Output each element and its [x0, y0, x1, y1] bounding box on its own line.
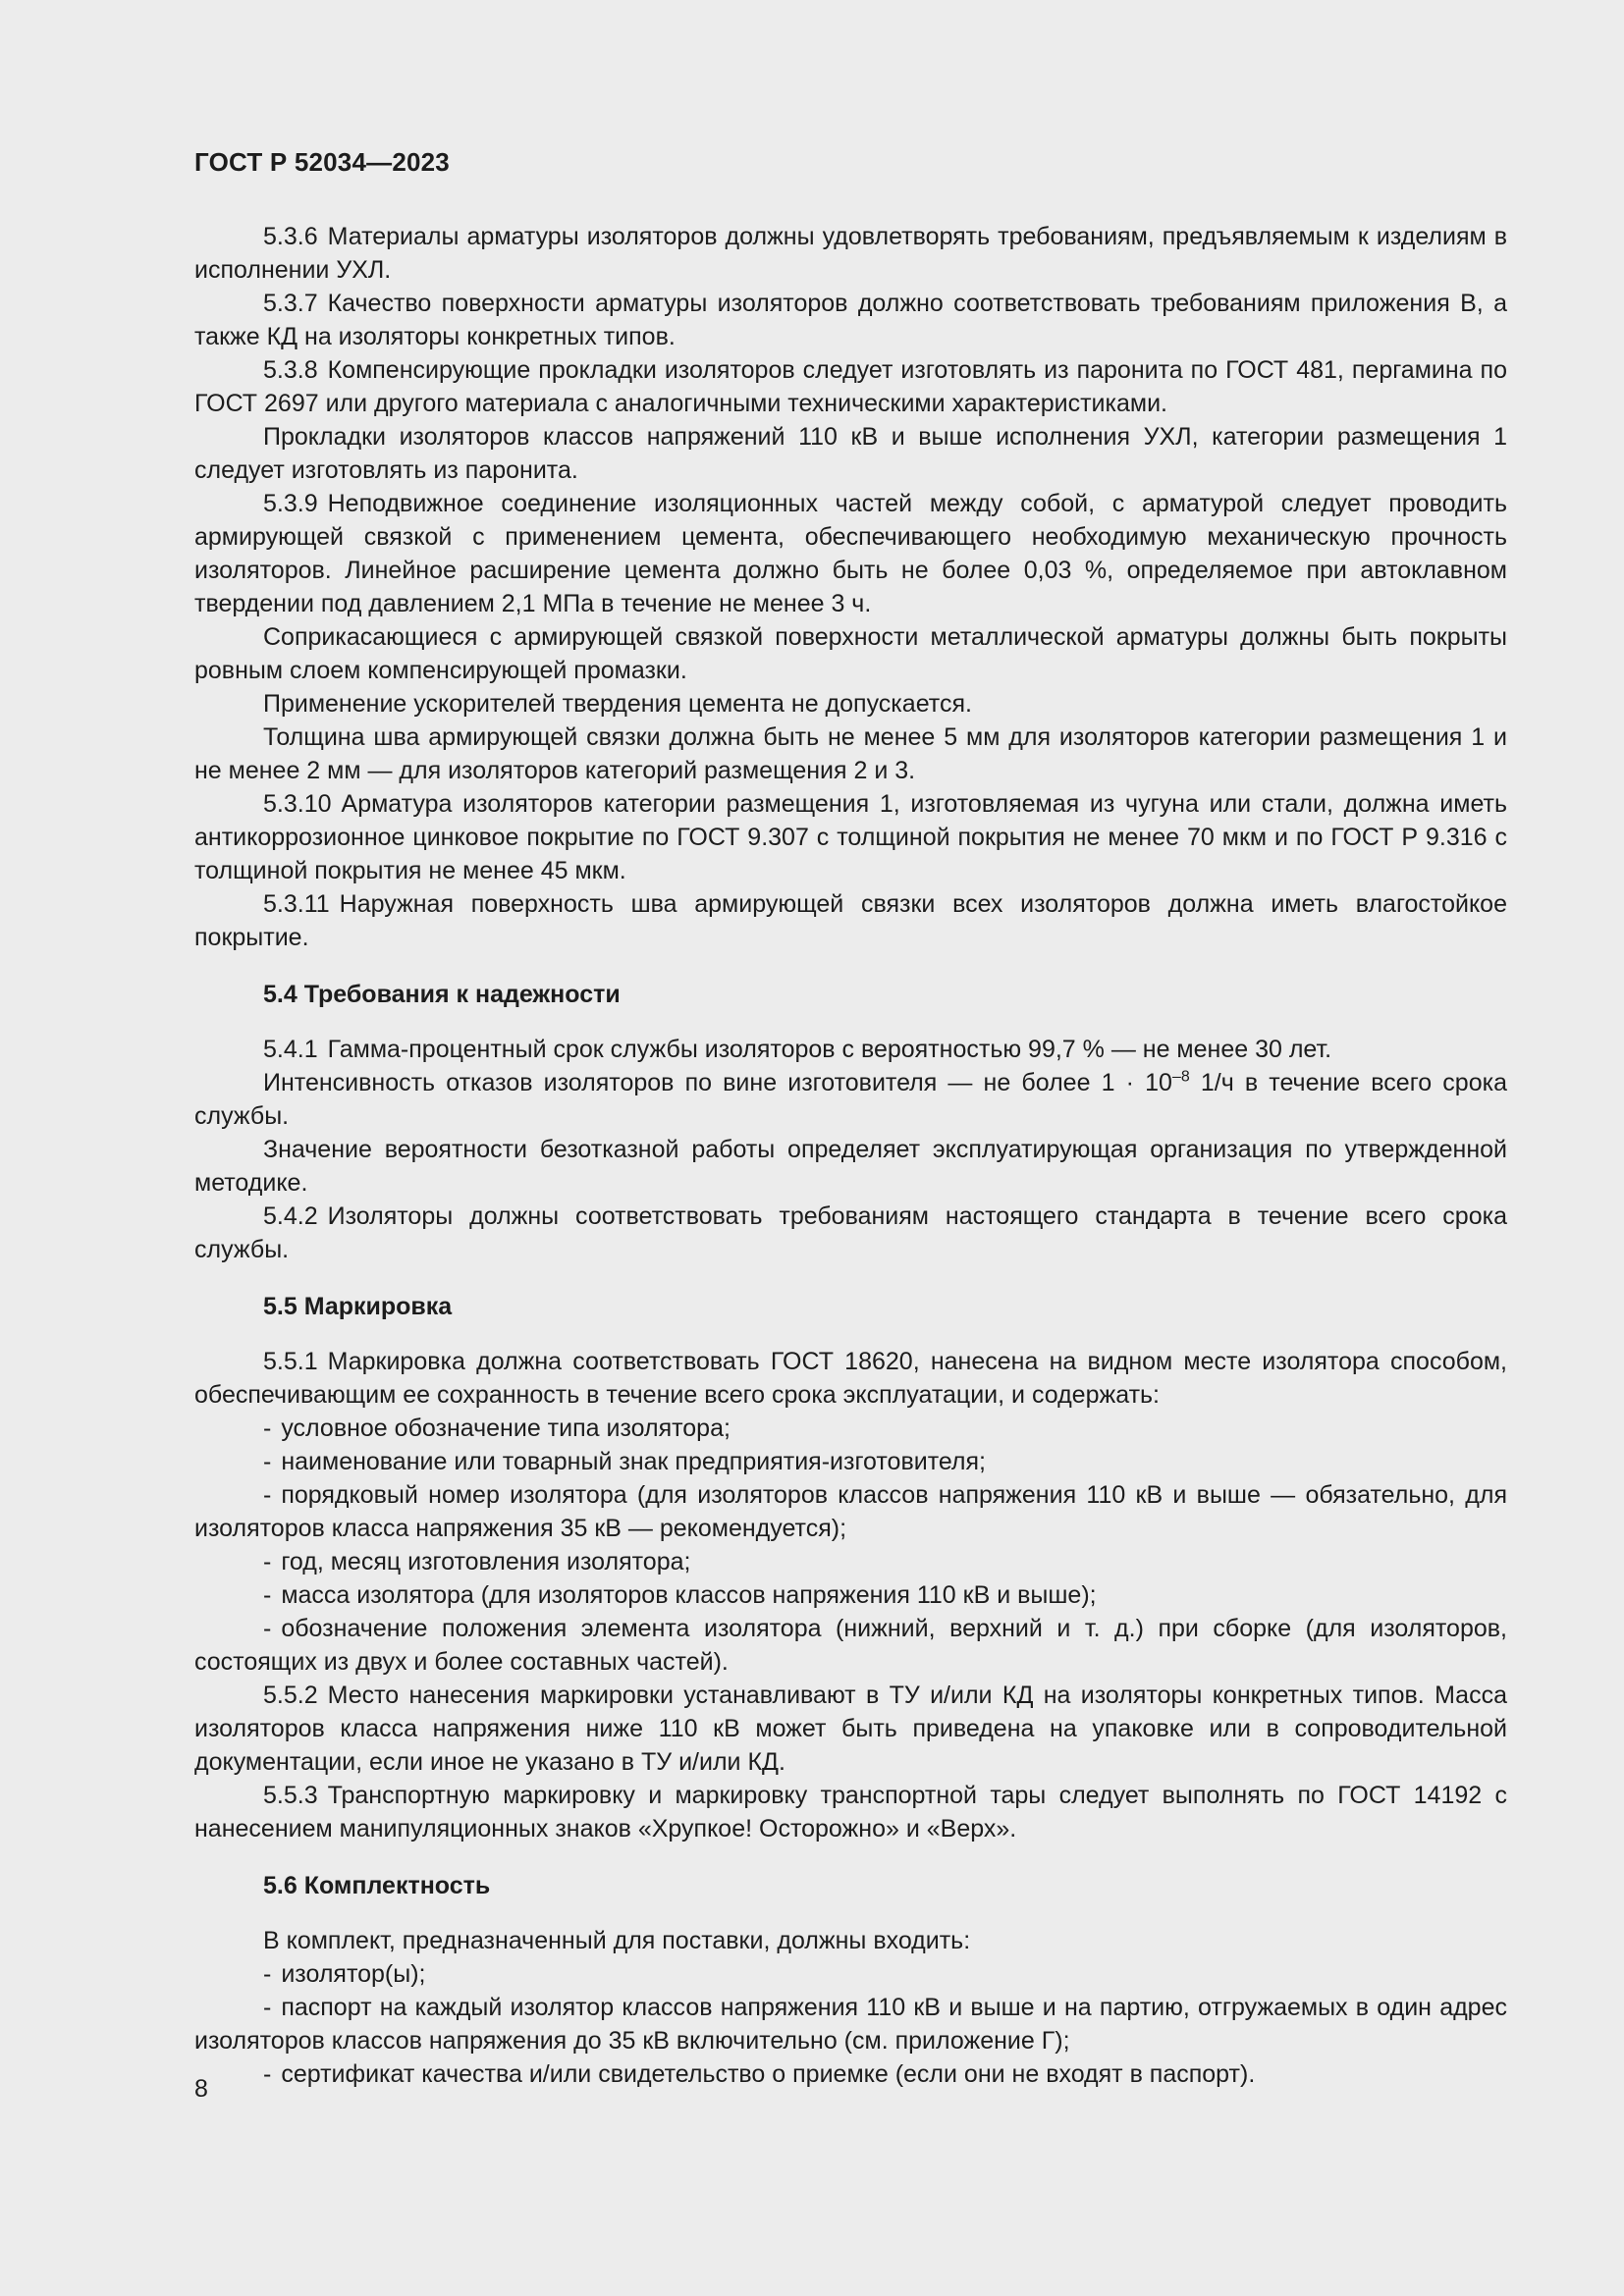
paragraph-5-3-9-accelerators: Применение ускорителей твердения цемента не допускается.	[263, 690, 972, 718]
clause-number: 5.3.7	[263, 290, 318, 317]
paragraph-5-4-1-probability: Значение вероятности безотказной работы определяет эксплуатирующая организация по утвержденной методике.	[194, 1136, 1507, 1197]
list-item	[194, 1412, 1507, 1445]
clause-number: 5.5.3	[263, 1782, 318, 1809]
list-item	[194, 2057, 1507, 2091]
list-item-text: изолятор(ы);	[281, 1960, 426, 1988]
section-title-5-4: 5.4 Требования к надежности	[263, 981, 621, 1008]
list-dash: -	[263, 1448, 272, 1475]
clause-text: Изоляторы должны соответствовать требованиям настоящего стандарта в течение всего срока службы.	[194, 1202, 1507, 1263]
paragraph-5-4-1-failure-rate	[194, 1066, 1507, 1133]
document-code-header: ГОСТ Р 52034—2023	[194, 147, 450, 177]
document-body	[194, 220, 1507, 2091]
exponent: –8	[1171, 1068, 1190, 1086]
clause-text: Материалы арматуры изоляторов должны удовлетворять требованиям, предъявляемым к изделиям в исполнении УХЛ.	[194, 223, 1507, 284]
section-title-5-6: 5.6 Комплектность	[263, 1872, 491, 1899]
list-item-text: год, месяц изготовления изолятора;	[281, 1548, 691, 1575]
paragraph-5-5-1	[194, 1345, 1507, 1412]
list-item	[194, 1957, 1507, 1991]
paragraph-5-3-10	[194, 787, 1507, 887]
clause-number: 5.3.11	[263, 890, 330, 918]
paragraph-5-3-8-gaskets: Прокладки изоляторов классов напряжений 110 кВ и выше исполнения УХЛ, категории размещения 1 следует изготовлять из паронита.	[194, 423, 1507, 484]
list-item	[194, 1545, 1507, 1578]
list-dash: -	[263, 1960, 272, 1988]
clause-text: Неподвижное соединение изоляционных частей между собой, с арматурой следует проводить армирующей связкой с применением цемента, обеспечивающего необходимую механическую прочность изоляторов. Линейное расширение цемента должно быть не более 0,03 %, определяемое при автоклавном твердении под давлением 2,1 МПа в течение не менее 3 ч.	[194, 490, 1507, 617]
paragraph-5-4-1	[194, 1033, 1507, 1066]
paragraph-5-3-11	[194, 887, 1507, 954]
list-item	[194, 1445, 1507, 1478]
clause-text: Гамма-процентный срок службы изоляторов с вероятностью 99,7 % — не менее 30 лет.	[327, 1036, 1332, 1063]
paragraph-5-3-8	[194, 353, 1507, 420]
list-item	[194, 1991, 1507, 2057]
failure-rate-unit-text: 1/ч в течение всего срока службы.	[194, 1069, 1508, 1130]
clause-text: Место нанесения маркировки устанавливают в ТУ и/или КД на изоляторы конкретных типов. Масса изоляторов класса напряжения ниже 110 кВ может быть приведена на упаковке или в сопроводительной документации, если иное не указано в ТУ и/или КД.	[194, 1682, 1507, 1776]
list-item-text: сертификат качества и/или свидетельство о приемке (если они не входят в паспорт).	[281, 2060, 1256, 2088]
page-number: 8	[194, 2075, 208, 2103]
clause-number: 5.4.1	[263, 1036, 318, 1063]
list-item-text: наименование или товарный знак предприятия-изготовителя;	[281, 1448, 987, 1475]
clause-number: 5.3.6	[263, 223, 318, 250]
list-item	[194, 1578, 1507, 1612]
paragraph-5-3-9-coating: Соприкасающиеся с армирующей связкой поверхности металлической арматуры должны быть покрыты ровным слоем компенсирующей промазки.	[194, 623, 1507, 684]
paragraph-5-3-6	[194, 220, 1507, 287]
list-dash: -	[263, 1581, 272, 1609]
list-dash: -	[263, 1615, 272, 1642]
paragraph-5-5-3	[194, 1779, 1507, 1845]
failure-rate-text: Интенсивность отказов изоляторов по вине изготовителя — не более 1 · 10	[263, 1069, 1172, 1096]
list-item-text: масса изолятора (для изоляторов классов напряжения 110 кВ и выше);	[281, 1581, 1097, 1609]
clause-number: 5.3.8	[263, 356, 318, 384]
clause-number: 5.5.2	[263, 1682, 318, 1709]
clause-text: Маркировка должна соответствовать ГОСТ 18620, нанесена на видном месте изолятора способом, обеспечивающим ее сохранность в течение всего срока эксплуатации, и содержать:	[194, 1348, 1507, 1409]
clause-text: Компенсирующие прокладки изоляторов следует изготовлять из паронита по ГОСТ 481, пергамина по ГОСТ 2697 или другого материала с аналогичными техническими характеристиками.	[194, 356, 1507, 417]
list-dash: -	[263, 1415, 272, 1442]
list-item-text: паспорт на каждый изолятор классов напряжения 110 кВ и выше и на партию, отгружаемых в один адрес изоляторов классов напряжения до 35 кВ включительно (см. приложение Г);	[194, 1994, 1507, 2055]
clause-text: Наружная поверхность шва армирующей связки всех изоляторов должна иметь влагостойкое покрытие.	[194, 890, 1507, 951]
paragraph-5-6-intro: В комплект, предназначенный для поставки, должны входить:	[263, 1927, 971, 1954]
list-item-text: условное обозначение типа изолятора;	[281, 1415, 731, 1442]
list-dash: -	[263, 2060, 272, 2088]
list-dash: -	[263, 1994, 272, 2021]
list-item	[194, 1478, 1507, 1545]
paragraph-5-3-7	[194, 287, 1507, 353]
paragraph-5-3-9	[194, 487, 1507, 620]
paragraph-5-5-2	[194, 1679, 1507, 1779]
list-dash: -	[263, 1548, 272, 1575]
list-dash: -	[263, 1481, 272, 1509]
clause-number: 5.4.2	[263, 1202, 318, 1230]
list-item	[194, 1612, 1507, 1679]
clause-text: Арматура изоляторов категории размещения 1, изготовляемая из чугуна или стали, должна иметь антикоррозионное цинковое покрытие по ГОСТ 9.307 с толщиной покрытия не менее 70 мкм и по ГОСТ Р 9.316 с толщиной покрытия не менее 45 мкм.	[194, 790, 1507, 884]
section-title-5-5: 5.5 Маркировка	[263, 1293, 453, 1320]
clause-text: Транспортную маркировку и маркировку транспортной тары следует выполнять по ГОСТ 14192 с нанесением манипуляционных знаков «Хрупкое! Осторожно» и «Верх».	[194, 1782, 1507, 1842]
clause-text: Качество поверхности арматуры изоляторов должно соответствовать требованиям приложения В, а также КД на изоляторы конкретных типов.	[194, 290, 1507, 350]
clause-number: 5.5.1	[263, 1348, 318, 1375]
list-item-text: обозначение положения элемента изолятора (нижний, верхний и т. д.) при сборке (для изоляторов, состоящих из двух и более составных частей).	[194, 1615, 1507, 1676]
paragraph-5-3-9-thickness: Толщина шва армирующей связки должна быть не менее 5 мм для изоляторов категории размещения 1 и не менее 2 мм — для изоляторов категорий размещения 2 и 3.	[194, 723, 1507, 784]
clause-number: 5.3.10	[263, 790, 332, 818]
clause-number: 5.3.9	[263, 490, 318, 517]
paragraph-5-4-2	[194, 1200, 1507, 1266]
list-item-text: порядковый номер изолятора (для изоляторов классов напряжения 110 кВ и выше — обязательно, для изоляторов класса напряжения 35 кВ — рекомендуется);	[194, 1481, 1507, 1542]
